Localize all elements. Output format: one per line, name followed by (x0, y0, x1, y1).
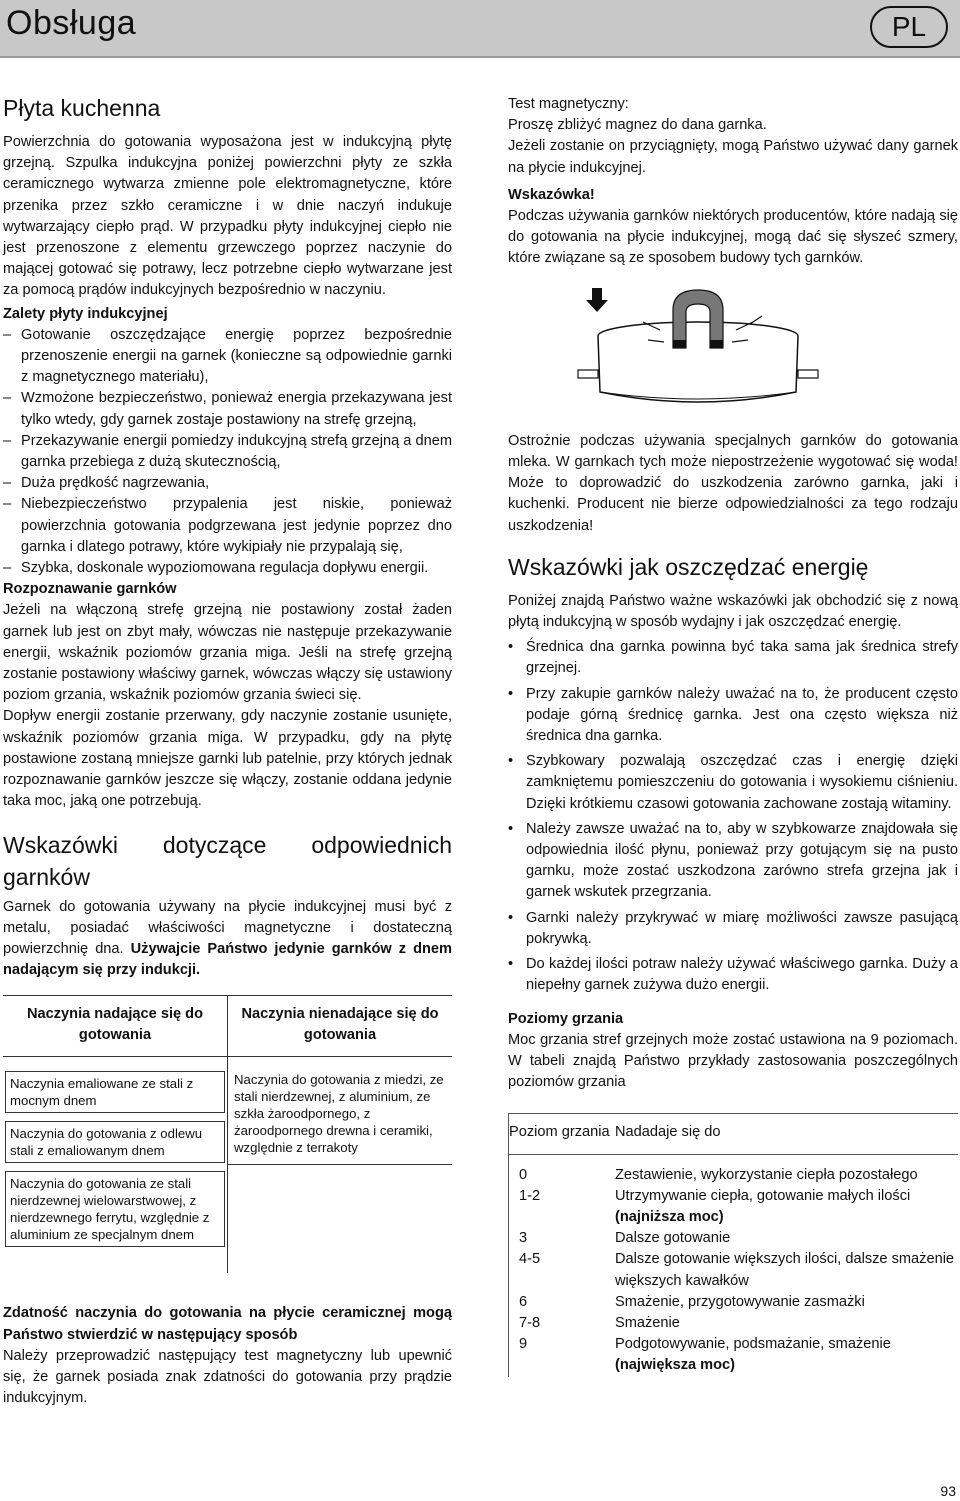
intro-paragraph: Powierzchnia do gotowania wyposażona jest w indukcyjną płytę grzejną. Szpulka indukcyjna poniżej powierzchni płyty ze szkła ceramicznego wytwarza zmienne pole elektromagnetyczne, które przenika przez szkło ceramiczne i w dnie naczyń indukuje wytwarzający ciepło prąd. W przypadku płyty indukcyjnej ciepło nie jest przenoszone z elementu grzewczego poprzez naczynie do mającej gotować się potrawy, lecz potrzebne ciepło wytwarzane jest za pomocą prądów indukcyjnych bezpośrednio w naczyniu. (3, 134, 452, 299)
unsuitable-item: Naczynia do gotowania z miedzi, ze stali nierdzewnej, z aluminium, ze szkła żaroodpornego, z żaroodpornego drewna i ceramiki, względnie z terrakoty (228, 1057, 452, 1165)
heading-rozpoznawanie: Rozpoznawanie garnków (3, 581, 177, 598)
heading-zdatnosc: Zdatność naczynia do gotowania na płycie ceramicznej mogą Państwo stwierdzić w następujący sposób (3, 1305, 452, 1343)
zdatnosc-paragraph: Należy przeprowadzić następujący test magnetyczny lub upewnić się, że garnek posiada znak zdatności do gotowania przy prądzie indukcyjnym. (3, 1347, 452, 1407)
level-use (615, 1154, 958, 1186)
heading-energia: Wskazówki jak oszczędzać energię (508, 553, 869, 580)
level-number: 7-8 (519, 1314, 541, 1331)
suitable-item: Naczynia do gotowania ze stali nierdzewnej wielowarstwowej, z nierdzewnego ferrytu, względnie z aluminium ze specjalnym dnem (5, 1171, 225, 1247)
pot-handle-right (798, 370, 818, 378)
energy-tip: • Średnica dna garnka powinna być taka sama jak średnica strefy grzejnej. (508, 637, 958, 679)
language-badge: PL (870, 6, 948, 48)
suitable-item: Naczynia do gotowania z odlewu stali z emaliowanym dnem (5, 1121, 225, 1163)
page-title: Obsługa (6, 4, 137, 42)
pots-header-unsuitable: Naczynia nienadające się do gotowania (228, 996, 453, 1057)
heating-levels-table (508, 1113, 958, 1376)
pot-handle-left (578, 370, 598, 378)
level-use-text: Dalsze gotowanie (615, 1230, 731, 1247)
energia-paragraph: Poniżej znajdą Państwo ważne wskazówki jak obchodzić się z nową płytą indukcyjną w sposób wydajny i jak oszczędzać energię. (508, 592, 958, 631)
test-line-1: Proszę zbliżyć magnez do dana garnka. (508, 117, 767, 134)
poziomy-paragraph: Moc grzania stref grzejnych może zostać ustawiona na 9 poziomach. W tabeli znajdą Państwo przykłady zastosowania poszczególnych poziomów grzania (508, 1031, 958, 1091)
heading-zalety: Zalety płyty indukcyjnej (3, 305, 168, 322)
level-number: 9 (519, 1336, 528, 1353)
levels-header-use: Nadadaje się do (615, 1114, 958, 1154)
rozpoznawanie-paragraph-2: Dopływ energii zostanie przerwany, gdy naczynie zostanie usunięte, wskaźnik poziomów grzania miga. W przypadku, gdy na płytę postawione zostaną mniejsze garnki lub patelnie, przy których jednak rozpoznawanie garnków jeszcze się włączy, zostanie oddana jedynie taka moc, jaką one potrzebują. (3, 708, 452, 810)
test-line-2: Jeżeli zostanie on przyciągnięty, mogą Państwo używać dany garnek na płycie indukcyjnej. (508, 138, 958, 176)
level-use (615, 1249, 958, 1291)
garnki-paragraph (3, 897, 452, 982)
pots-suitable-cell (3, 1057, 228, 1274)
rozpoznawanie-paragraph-1: Jeżeli na włączoną strefę grzejną nie postawiony został żaden garnek lub jest on zbyt mały, wówczas nie następuje przekazywanie energii, wskaźnik poziomów grzania miga. Jeśli na strefę grzejną zostanie postawiony właściwy garnek, wówczas włączy się ustawiony poziom grzania, wskaźnik poziomów grzania świeci się. (3, 602, 452, 704)
heading-wskazowki-garnkow: Wskazówki dotyczące odpowiednich garnków (3, 831, 452, 890)
heading-poziomy: Poziomy grzania (508, 1010, 624, 1027)
level-use (615, 1313, 958, 1334)
level-use-text: Utrzymywanie ciepła, gotowanie małych ilości (615, 1187, 911, 1204)
zalety-item: – Gotowanie oszczędzające energię poprzez bezpośrednie przenoszenie energii na garnek (konieczne są odpowiednie garnki z magnetycznego materiału), (3, 325, 452, 389)
levels-header-level: Poziom grzania (509, 1114, 616, 1154)
zalety-item: – Przekazywanie energii pomiedzy indukcyjną strefą grzejną a dnem garnka przebiega z dużą skutecznością, (3, 431, 452, 473)
level-use-text: Dalsze gotowanie większych ilości, dalsze smażenie większych kawałków (615, 1251, 955, 1289)
level-use-note: (największa moc) (615, 1357, 736, 1374)
down-arrow-icon (586, 288, 608, 312)
level-number: 6 (519, 1293, 528, 1310)
level-use (615, 1228, 958, 1249)
magnet-test-illustration (548, 280, 848, 410)
wskazowka-paragraph: Podczas używania garnków niektórych producentów, które nadają się do gotowania na płycie indukcyjnej, mogą dać się słyszeć szmery, które związane są ze sposobem budowy tych garnków. (508, 208, 958, 267)
level-use (615, 1292, 958, 1313)
energy-tip: • Należy zawsze uważać na to, aby w szybkowarze znajdowała się odpowiednia ilość płynu, ponieważ przy gotującym się na pusto garnku, może zostać uszkodzona zarówno strefa grzejna jak i garnek wskutek przegrzania. (508, 819, 958, 904)
level-use-text: Zestawienie, wykorzystanie ciepła pozostałego (615, 1166, 918, 1183)
energy-tip: • Szybkowary pozwalają oszczędzać czas i energię dzięki zamkniętemu pomieszczeniu do gotowania i wysokiemu ciśnieniu. Dzięki krótkiemu czasowi gotowania zachowane zostają witaminy. (508, 751, 958, 815)
energy-tip: • Do każdej ilości potraw należy używać właściwego garnka. Duży a niepełny garnek zużywa dużo energii. (508, 954, 958, 996)
zalety-item: – Szybka, doskonale wypoziomowana regulacja dopływu energii. (3, 558, 452, 579)
page-number: 93 (940, 1483, 956, 1499)
pots-table (3, 995, 452, 1273)
suitable-item: Naczynia emaliowane ze stali z mocnym dnem (5, 1071, 225, 1113)
heading-wskazowka: Wskazówka! (508, 186, 595, 203)
level-use (615, 1186, 958, 1228)
level-use-text: Podgotowywanie, podsmażanie, smażenie (615, 1336, 891, 1353)
energy-tip: • Garnki należy przykrywać w miarę możliwości zawsze pasującą pokrywką. (508, 908, 958, 950)
zalety-item: – Wzmożone bezpieczeństwo, ponieważ energia przekazywana jest tylko wtedy, gdy garnek zostaje postawiony na strefę grzejną, (3, 388, 452, 430)
page-header (0, 0, 960, 58)
test-label: Test magnetyczny: (508, 96, 629, 112)
ostroznie-paragraph: Ostrożnie podczas używania specjalnych garnków do gotowania mleka. W garnkach tych może niepostrzeżenie wygotować się woda! Może to doprowadzić do uszkodzenia zarówno garnka, jaki i kuchenki. Producent nie bierze odpowiedzialności za tego rodzaju uszkodzenia! (508, 432, 958, 534)
energy-tip: • Przy zakupie garnków należy uważać na to, że producent często podaje górną średnicę garnka. Jest ona często większa niż średnica dna garnka. (508, 684, 958, 748)
level-number: 4-5 (519, 1251, 541, 1268)
heading-plyta: Płyta kuchenna (3, 95, 161, 121)
level-number: 0 (519, 1166, 528, 1183)
pot-body (598, 336, 798, 402)
level-use-text: Smażenie, przygotowywanie zasmażki (615, 1293, 865, 1310)
zalety-item: – Niebezpieczeństwo przypalenia jest niskie, ponieważ powierzchnia gotowania podgrzewana jest jedynie poprzez dno garnka i dlatego potrawy, które wykipiały nie przypalają się, (3, 494, 452, 558)
left-column (3, 94, 452, 1409)
level-use-text: Smażenie (615, 1314, 680, 1331)
garnki-text: Garnek do gotowania używany na płycie indukcyjnej musi być z metalu, posiadać właściwości magnetyczne i dostateczną powierzchnię dna. (3, 898, 452, 957)
level-number: 1-2 (519, 1187, 541, 1204)
right-column (508, 94, 958, 1377)
zalety-item: – Duża prędkość nagrzewania, (3, 473, 452, 494)
pots-header-suitable: Naczynia nadające się do gotowania (3, 996, 228, 1057)
level-number: 3 (519, 1230, 528, 1247)
garnki-bold-text: Używajcie Państwo jedynie garnków z dnem nadającym się przy indukcji. (3, 940, 452, 979)
pots-unsuitable-cell (228, 1057, 453, 1274)
level-use-note: (najniższa moc) (615, 1208, 724, 1225)
level-use (615, 1334, 958, 1376)
